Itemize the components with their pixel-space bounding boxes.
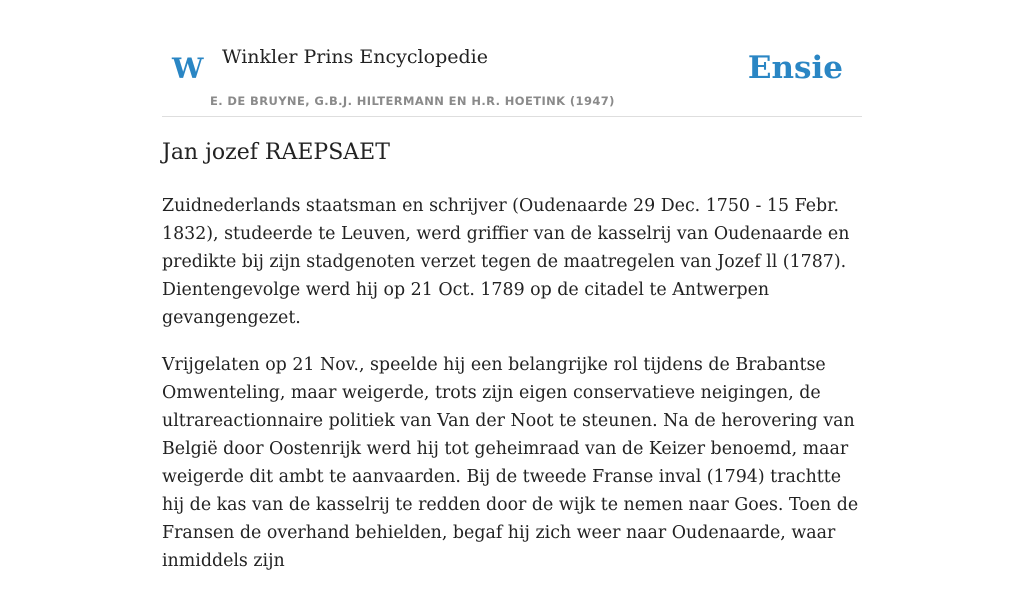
article-paragraph: Zuidnederlands staatsman en schrijver (Oudenaarde 29 Dec. 1750 - 15 Febr. 1832), studeerde te Leuven, werd griffier van de kasselrij van Oudenaarde en predikte bij zijn stadgenoten verzet tegen de maatregelen van Jozef ll (1787). Dientengevolge werd hij op 21 Oct. 1789 op de citadel te Antwerpen gevangengezet. (162, 196, 850, 328)
article-paragraph: Vrijgelaten op 21 Nov., speelde hij een belangrijke rol tijdens de Brabantse Omwenteling, maar weigerde, trots zijn eigen conservatieve neigingen, de ultrareactionnaire politiek van Van der Noot te steunen. Na de herovering van België door Oostenrijk werd hij tot geheimraad van de Keizer benoemd, maar weigerde dit ambt te aanvaarden. Bij de tweede Franse inval (1794) trachtte hij de kas van de kasselrij te redden door de wijk te nemen naar Goes. Toen de Fransen de overhand behielden, begaf hij zich weer naar Oudenaarde, waar inmiddels zijn (162, 355, 859, 571)
article-title: Jan jozef RAEPSAET (162, 140, 390, 165)
article-body (162, 192, 862, 594)
ensie-logo[interactable]: Ensie (747, 50, 843, 86)
source-title[interactable]: Winkler Prins Encyclopedie (222, 46, 488, 68)
winkler-prins-logo[interactable]: W (172, 52, 204, 85)
source-header (162, 38, 862, 117)
source-authors: E. DE BRUYNE, G.B.J. HILTERMANN EN H.R. HOETINK (1947) (210, 94, 615, 108)
